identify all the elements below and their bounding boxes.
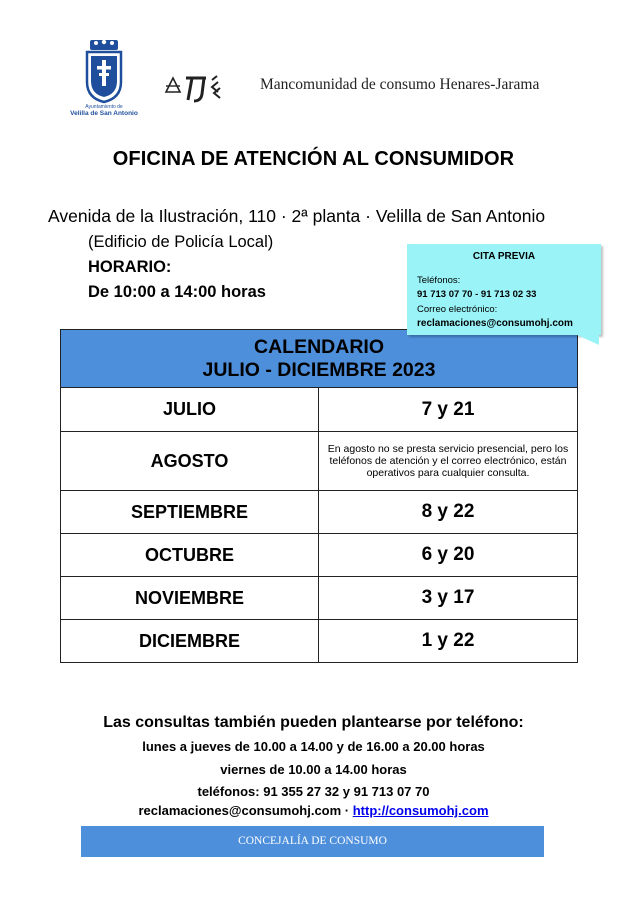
cita-email-label: Correo electrónico: [417, 304, 498, 315]
cita-phones: 91 713 07 70 - 91 713 02 33 [417, 289, 537, 300]
table-row [61, 620, 578, 663]
footer-contact [0, 803, 627, 818]
dates-cell: 8 y 22 [319, 491, 578, 534]
calendar-title: CALENDARIO [254, 335, 384, 358]
cita-email[interactable]: reclamaciones@consumohj.com [417, 318, 573, 329]
coat-of-arms-icon [84, 38, 124, 104]
organization-name: Mancomunidad de consumo Henares-Jarama [260, 76, 540, 93]
month-cell: JULIO [61, 388, 319, 432]
calendar-period: JULIO - DICIEMBRE 2023 [202, 358, 436, 381]
dates-cell: 3 y 17 [319, 577, 578, 620]
ayuntamiento-name: Velilla de San Antonio [70, 110, 138, 117]
august-note-cell: En agosto no se presta servicio presencial, pero los teléfonos de atención y el correo electrónico, están operativos para cualquier consulta. [319, 432, 578, 491]
footer-email[interactable]: reclamaciones@consumohj.com [138, 803, 342, 818]
month-cell: OCTUBRE [61, 534, 319, 577]
table-row [61, 388, 578, 432]
month-cell: AGOSTO [61, 432, 319, 491]
mancomunidad-logo [164, 70, 236, 106]
ayuntamiento-small-label: Ayuntamiento de [85, 104, 123, 110]
ahj-logo-icon [164, 70, 236, 106]
dates-cell: 6 y 20 [319, 534, 578, 577]
month-cell: NOVIEMBRE [61, 577, 319, 620]
month-cell: DICIEMBRE [61, 620, 319, 663]
schedule-label: HORARIO: [88, 258, 172, 276]
page-title: OFICINA DE ATENCIÓN AL CONSUMIDOR [112, 148, 515, 170]
dates-cell: 7 y 21 [319, 388, 578, 432]
cita-previa-callout [407, 244, 601, 335]
cita-phones-label: Teléfonos: [417, 275, 461, 286]
calendar-table [60, 329, 578, 663]
schedule-value: De 10:00 a 14:00 horas [88, 283, 266, 301]
footer-heading: Las consultas también pueden plantearse por teléfono: [103, 714, 524, 731]
ayuntamiento-logo [66, 38, 142, 122]
table-row [61, 534, 578, 577]
calendar-header-row [61, 330, 578, 388]
footer-separator: · [341, 803, 353, 818]
website-link[interactable]: http://consumohj.com [352, 803, 489, 818]
table-row [61, 432, 578, 491]
month-cell: SEPTIEMBRE [61, 491, 319, 534]
dates-cell: 1 y 22 [319, 620, 578, 663]
concejalia-banner: CONCEJALÍA DE CONSUMO [81, 826, 544, 857]
footer-hours-weekdays: lunes a jueves de 10.00 a 14.00 y de 16.00 a 20.00 horas [142, 739, 485, 754]
callout-tail [577, 335, 599, 345]
table-row [61, 577, 578, 620]
footer-hours-friday: viernes de 10.00 a 14.00 horas [220, 762, 407, 777]
office-address: Avenida de la Ilustración, 110 · 2ª planta · Velilla de San Antonio [48, 206, 546, 226]
table-row [61, 491, 578, 534]
calendar-header [61, 330, 578, 388]
footer-phones: teléfonos: 91 355 27 32 y 91 713 07 70 [197, 784, 430, 799]
office-building: (Edificio de Policía Local) [88, 233, 274, 251]
cita-previa-title: CITA PREVIA [472, 251, 536, 262]
